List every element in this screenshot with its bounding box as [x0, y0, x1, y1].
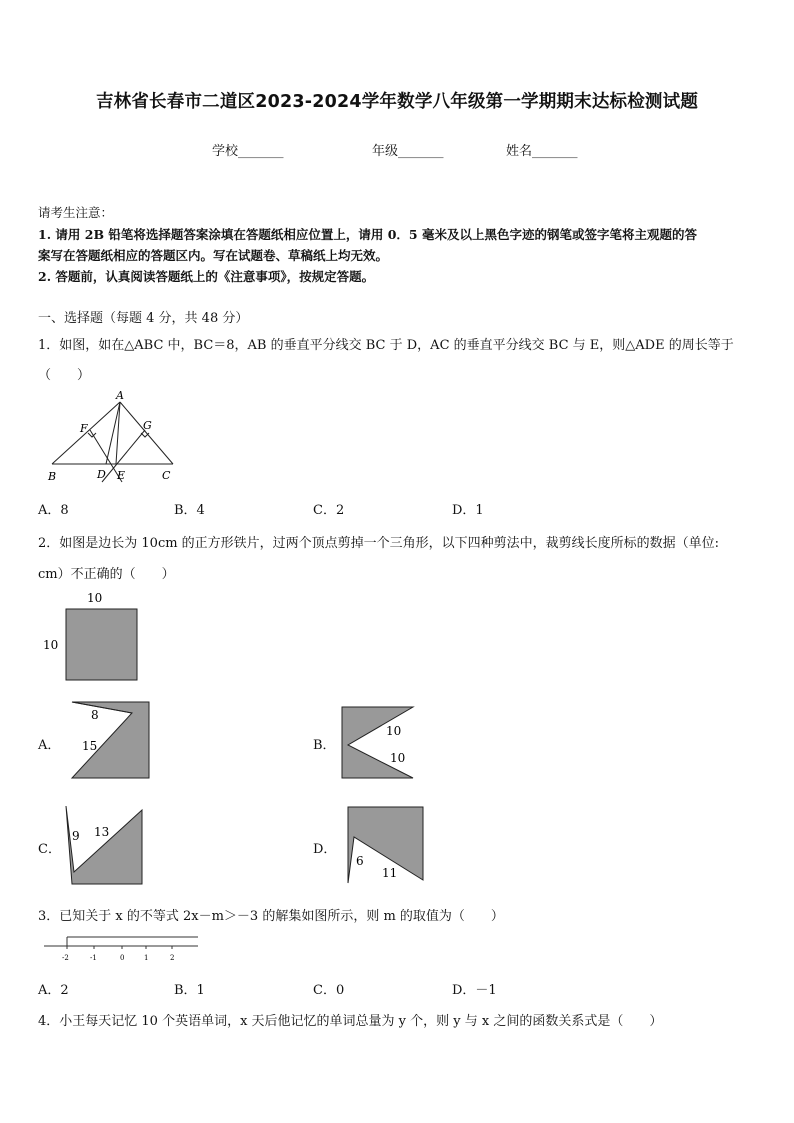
tick-label: -1 — [90, 954, 97, 962]
label-B: B — [48, 470, 57, 483]
page-title: 吉林省长春市二道区2023-2024学年数学八年级第一学期期末达标检测试题 — [95, 92, 699, 112]
q3-option-c: C．0 — [313, 983, 345, 998]
label-A: A — [116, 389, 124, 402]
square-top-label: 10 — [87, 591, 103, 605]
figure-d-label-2: 11 — [382, 866, 398, 880]
triangle-figure — [40, 388, 190, 486]
label-E: E — [117, 469, 126, 482]
figure-c-label-1: 9 — [72, 829, 80, 843]
number-line — [40, 930, 210, 966]
figure-a-label-2: 15 — [82, 739, 98, 753]
question-4-text: 4．小王每天记忆 10 个英语单词，x 天后他记忆的单词总量为 y 个，则 y 与 x 之间的函数关系式是（ ） — [38, 1014, 663, 1029]
cut-figure-b — [338, 703, 418, 783]
q3-option-a: A．2 — [38, 983, 69, 998]
tick-label: -2 — [62, 954, 69, 962]
notice-line-1: 1. 请用 2B 铅笔将选择题答案涂填在答题纸相应位置上，请用 0．5 毫米及以上黑色字迹的钢笔或签字笔将主观题的答 — [38, 227, 697, 242]
square-figure — [40, 588, 150, 684]
q1-option-d: D．1 — [452, 503, 484, 518]
q3-option-b: B．1 — [174, 983, 205, 998]
tick-label: 1 — [144, 954, 149, 962]
question-2-text-2: cm）不正确的（ ） — [38, 567, 175, 582]
figure-d-label-1: 6 — [356, 854, 364, 868]
q2-option-b-label: B． — [313, 738, 336, 753]
label-C: C — [162, 469, 171, 482]
notice-line-2: 案写在答题纸相应的答题区内。写在试题卷、草稿纸上均无效。 — [38, 248, 389, 263]
cut-figure-a — [68, 698, 154, 782]
figure-c-label-2: 13 — [94, 825, 110, 839]
figure-b-label-1: 10 — [386, 724, 402, 738]
figure-a-label-1: 8 — [91, 708, 99, 722]
question-3-text: 3．已知关于 x 的不等式 2x－m＞－3 的解集如图所示，则 m 的取值为（ ） — [38, 909, 504, 924]
square-left-label: 10 — [43, 638, 59, 652]
notice-line-3: 2. 答题前，认真阅读答题纸上的《注意事项》，按规定答题。 — [38, 269, 375, 284]
cut-figure-c — [62, 802, 148, 888]
name-field: 姓名_______ — [506, 144, 578, 159]
question-2-text-1: 2．如图是边长为 10cm 的正方形铁片，过两个顶点剪掉一个三角形，以下四种剪法中，裁剪线长度所标的数据（单位: — [38, 536, 720, 551]
q2-option-c-label: C． — [38, 842, 61, 857]
q2-option-d-label: D． — [313, 842, 337, 857]
q2-option-a-label: A． — [38, 738, 61, 753]
school-field: 学校_______ — [212, 144, 284, 159]
q1-option-b: B．4 — [174, 503, 205, 518]
question-1-paren: （ ） — [38, 368, 91, 383]
q1-option-a: A．8 — [38, 503, 69, 518]
question-1-text: 1．如图，如在△ABC 中，BC＝8，AB 的垂直平分线交 BC 于 D，AC 的垂直平分线交 BC 与 E，则△ADE 的周长等于 — [38, 338, 734, 353]
label-D: D — [97, 468, 106, 481]
cut-figure-d — [344, 803, 428, 887]
tick-label: 2 — [170, 954, 175, 962]
grade-field: 年级_______ — [372, 144, 444, 159]
label-G: G — [143, 419, 152, 432]
notice-heading: 请考生注意： — [38, 205, 114, 220]
q3-option-d: D．－1 — [452, 983, 497, 998]
label-F: F — [80, 422, 88, 435]
section-heading: 一、选择题（每题 4 分，共 48 分） — [38, 311, 249, 326]
q1-option-c: C．2 — [313, 503, 345, 518]
tick-label: 0 — [120, 954, 125, 962]
figure-b-label-2: 10 — [390, 751, 406, 765]
